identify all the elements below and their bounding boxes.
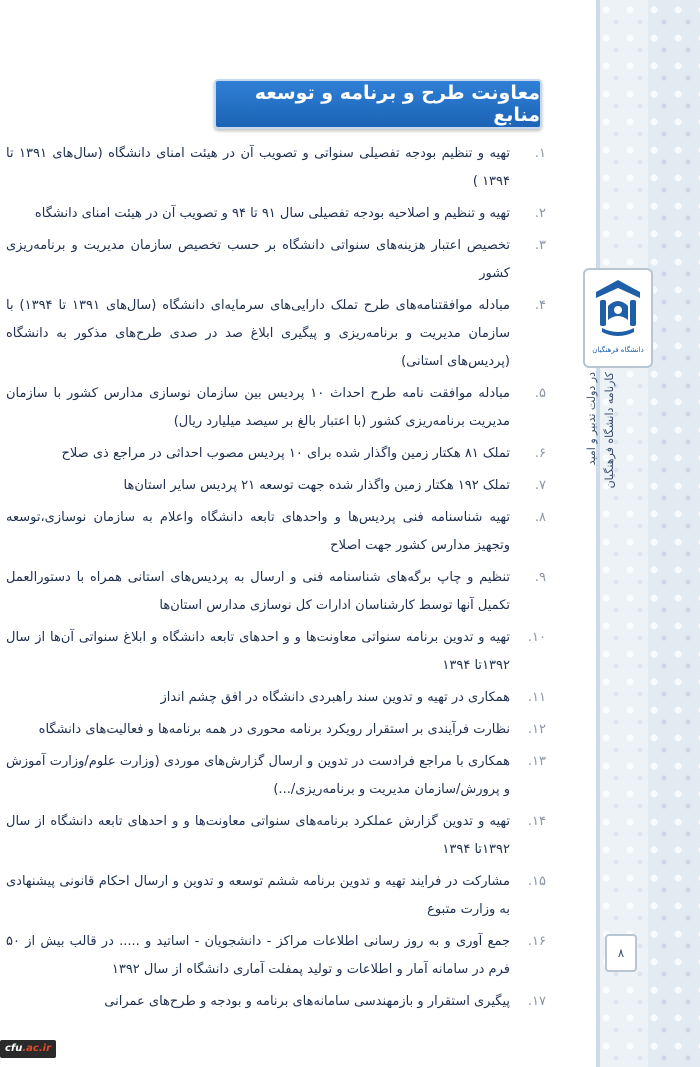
decorative-side-strip (596, 0, 700, 1067)
list-item (6, 232, 546, 288)
list-item-number: ۲. (534, 206, 546, 221)
list-item-number: ۱۵. (527, 874, 546, 889)
watermark-domain-text: .ac.ir (22, 1043, 52, 1054)
list-item (6, 140, 546, 196)
list-item-number: ۱۳. (527, 754, 546, 769)
list-item-number: ۹. (534, 570, 546, 585)
list-item-text: تهیه شناسنامه فنی پردیس‌ها و واحدهای تابعه دانشگاه واعلام به سازمان نوسازی،توسعه وتجهیز مدارس کشور جهت اصلاح (6, 510, 510, 553)
list-item (6, 624, 546, 680)
list-item-text: مبادله موافقتنامه‌های طرح تملک دارایی‌های سرمایه‌ای دانشگاه (سال‌های ۱۳۹۱ تا ۱۳۹۴) با سازمان مدیریت و برنامه‌ریزی و پیگیری ابلاغ صد در صدی طرح‌های مذکور به دانشگاه (پردیس‌های استانی) (6, 298, 511, 369)
list-item-number: ۶. (534, 446, 546, 461)
list-item-number: ۵. (534, 386, 546, 401)
activity-list (6, 140, 546, 1020)
list-item (6, 928, 546, 984)
list-item-number: ۱۱. (527, 690, 546, 705)
list-item (6, 380, 546, 436)
list-item-number: ۱۶. (527, 934, 546, 949)
list-item-text: مشارکت در فرایند تهیه و تدوین برنامه ششم توسعه و تدوین و ارسال احکام قانونی پیشنهادی به وزارت متبوع (6, 874, 510, 917)
university-logo-box (583, 268, 653, 368)
list-item-text: تخصیص اعتبار هزینه‌های سنواتی دانشگاه بر حسب تخصیص سازمان مدیریت و برنامه‌ریزی کشور (6, 238, 510, 281)
site-watermark (0, 1040, 56, 1058)
list-item-text: جمع آوری و به روز رسانی اطلاعات مراکز - دانشجویان - اساتید و ..... در قالب بیش از ۵۰ فرم در سامانه آمار و اطلاعات و تولید پمفلت آماری دانشگاه از سال ۱۳۹۲ (6, 934, 510, 977)
list-item (6, 716, 546, 744)
page-number: ۸ (605, 934, 637, 972)
list-item (6, 504, 546, 560)
list-item-text: نظارت فرآیندی بر استقرار رویکرد برنامه محوری در همه برنامه‌ها و فعالیت‌های دانشگاه (38, 722, 510, 737)
list-item-number: ۸. (534, 510, 546, 525)
list-item-text: تهیه و تنظیم بودجه تفصیلی سنواتی و تصویب آن در هیئت امنای دانشگاه (سال‌های ۱۳۹۱ تا ۱۳۹۴ ) (6, 146, 510, 189)
list-item-text: تهیه و تنظیم و اصلاحیه بودجه تفصیلی سال ۹۱ تا ۹۴ و تصویب آن در هیئت امنای دانشگاه (34, 206, 510, 221)
list-item-number: ۱. (534, 146, 546, 161)
list-item (6, 564, 546, 620)
list-item (6, 200, 546, 228)
list-item-number: ۳. (534, 238, 546, 253)
sidebar-caption-line-1: کارنامه دانشگاه فرهنگیان (603, 372, 616, 489)
list-item-number: ۱۰. (527, 630, 546, 645)
watermark-main-text: cfu (4, 1043, 23, 1054)
list-item (6, 868, 546, 924)
list-item (6, 808, 546, 864)
logo-caption: دانشگاه فرهنگیان (592, 346, 644, 354)
list-item (6, 748, 546, 804)
list-item-text: پیگیری استقرار و بازمهندسی سامانه‌های برنامه و بودجه و طرح‌های عمرانی (104, 994, 510, 1009)
list-item-text: تنظیم و چاپ برگه‌های شناسنامه فنی و ارسال به پردیس‌های استانی همراه با دستورالعمل تکمیل آنها توسط کارشناسان ادارات کل نوسازی مدارس استان‌ها (6, 570, 510, 613)
list-item-text: تملک ۸۱ هکتار زمین واگذار شده برای ۱۰ پردیس مصوب احداثی در مراجع ذی صلاح (61, 446, 510, 461)
list-item-number: ۴. (534, 298, 546, 313)
list-item-text: مبادله موافقت نامه طرح احداث ۱۰ پردیس بین سازمان نوسازی مدارس کشور با سازمان مدیریت برنامه‌ریزی کشور (با اعتبار بالغ بر سیصد میلیارد ریال) (6, 386, 510, 429)
list-item-text: همکاری در تهیه و تدوین سند راهبردی دانشگاه در افق چشم انداز (160, 690, 510, 705)
side-strip-inner-band (596, 0, 648, 1067)
list-item (6, 988, 546, 1016)
list-item-text: تهیه و تدوین برنامه سنواتی معاونت‌ها و و احدهای تابعه دانشگاه و ابلاغ سنواتی آن‌ها از سال ۱۳۹۲تا ۱۳۹۴ (6, 630, 510, 673)
section-title: معاونت طرح و برنامه و توسعه منابع (214, 79, 542, 129)
list-item-number: ۱۷. (527, 994, 546, 1009)
sidebar-caption (563, 372, 653, 502)
list-item-text: همکاری با مراجع فرادست در تدوین و ارسال گزارش‌های موردی (وزارت علوم/وزارت آموزش و پرورش/سازمان مدیریت و برنامه‌ریزی/...) (6, 754, 510, 797)
list-item (6, 684, 546, 712)
list-item (6, 292, 546, 376)
university-logo-icon (590, 276, 646, 360)
list-item (6, 472, 546, 500)
side-strip-border-line (596, 0, 600, 1067)
list-item-number: ۱۲. (527, 722, 546, 737)
list-item (6, 440, 546, 468)
list-item-text: تهیه و تدوین گزارش عملکرد برنامه‌های سنواتی معاونت‌ها و و احدهای تابعه دانشگاه از سال ۱۳۹۲تا ۱۳۹۴ (6, 814, 510, 857)
list-item-number: ۷. (534, 478, 546, 493)
list-item-text: تملک ۱۹۲ هکتار زمین واگذار شده جهت توسعه ۲۱ پردیس سایر استان‌ها (123, 478, 510, 493)
list-item-number: ۱۴. (527, 814, 546, 829)
sidebar-caption-line-2: در دولت تدبیر و امید (585, 372, 598, 466)
